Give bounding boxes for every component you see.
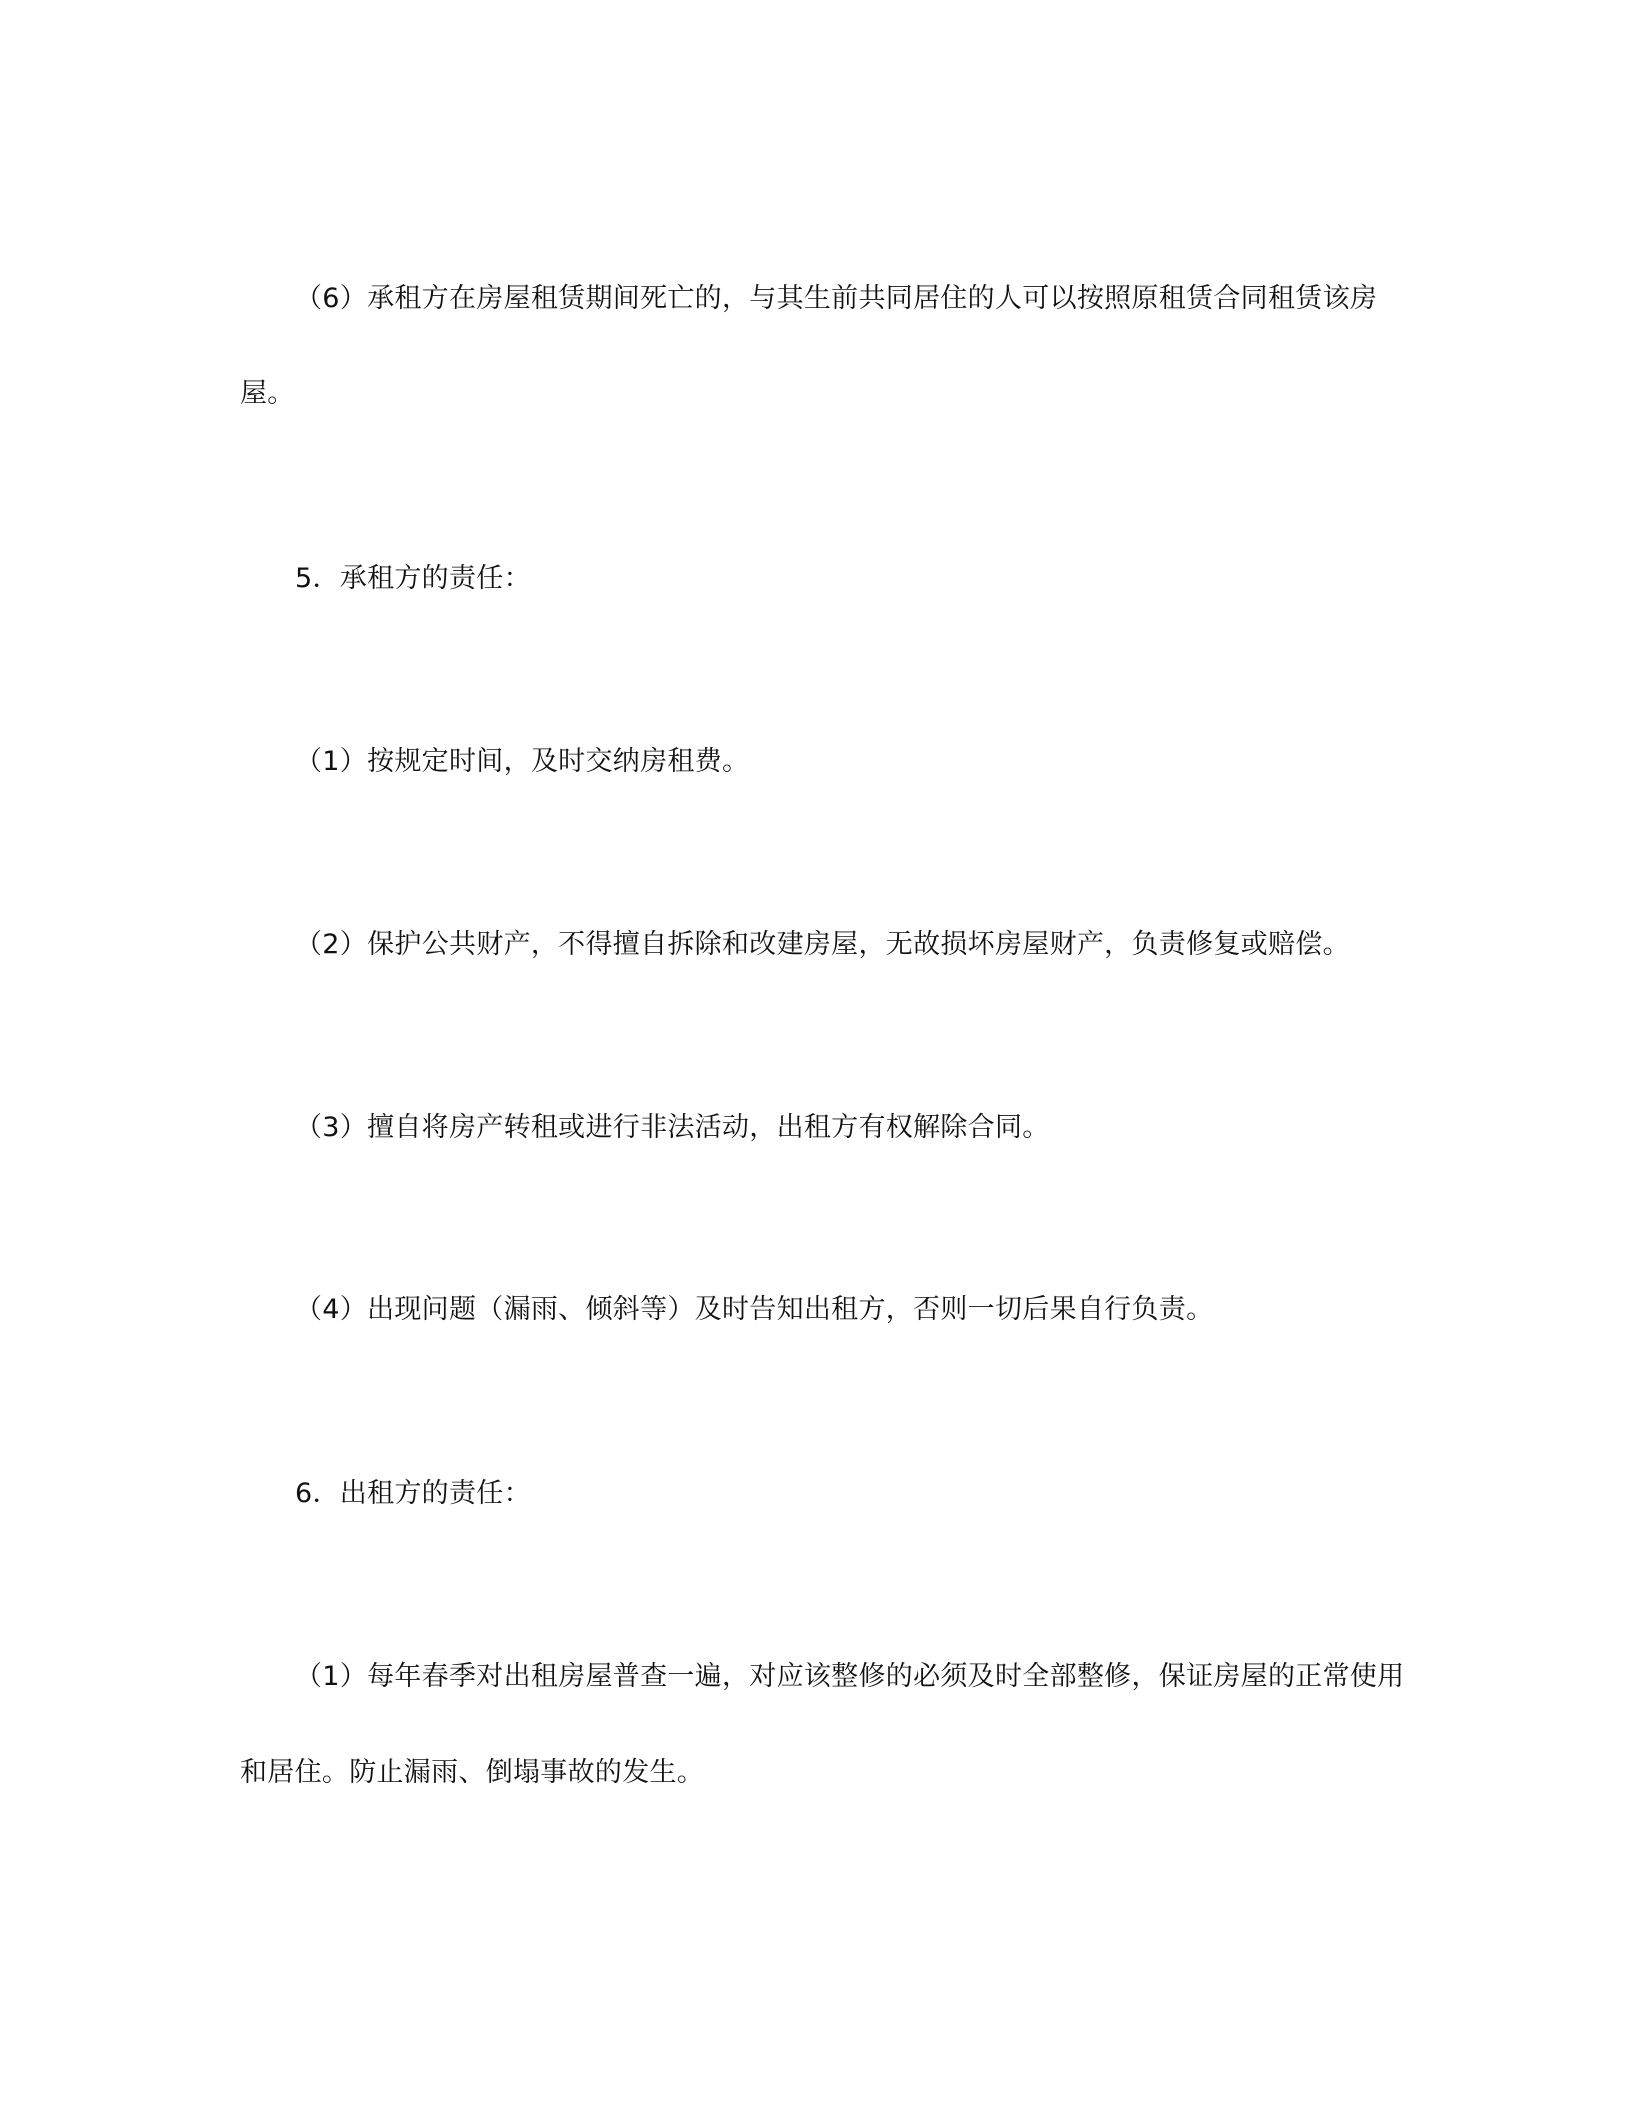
clause-6-line-1: （6）承租方在房屋租赁期间死亡的，与其生前共同居住的人可以按照原租赁合同租赁该房	[295, 283, 1378, 314]
clause-6-line-2: 屋。	[240, 378, 295, 409]
section-6-heading: 6．出租方的责任：	[295, 1478, 531, 1509]
tenant-duty-4: （4）出现问题（漏雨、倾斜等）及时告知出租方，否则一切后果自行负责。	[295, 1294, 1214, 1325]
tenant-duty-1: （1）按规定时间，及时交纳房租费。	[295, 746, 750, 777]
tenant-duty-3: （3）擅自将房产转租或进行非法活动，出租方有权解除合同。	[295, 1112, 1050, 1143]
landlord-duty-1-line-1: （1）每年春季对出租房屋普查一遍，对应该整修的必须及时全部整修，保证房屋的正常使用	[295, 1661, 1405, 1692]
tenant-duty-2: （2）保护公共财产，不得擅自拆除和改建房屋，无故损坏房屋财产，负责修复或赔偿。	[295, 929, 1350, 960]
landlord-duty-1-line-2: 和居住。防止漏雨、倒塌事故的发生。	[240, 1757, 705, 1788]
section-5-heading: 5．承租方的责任：	[295, 563, 531, 594]
